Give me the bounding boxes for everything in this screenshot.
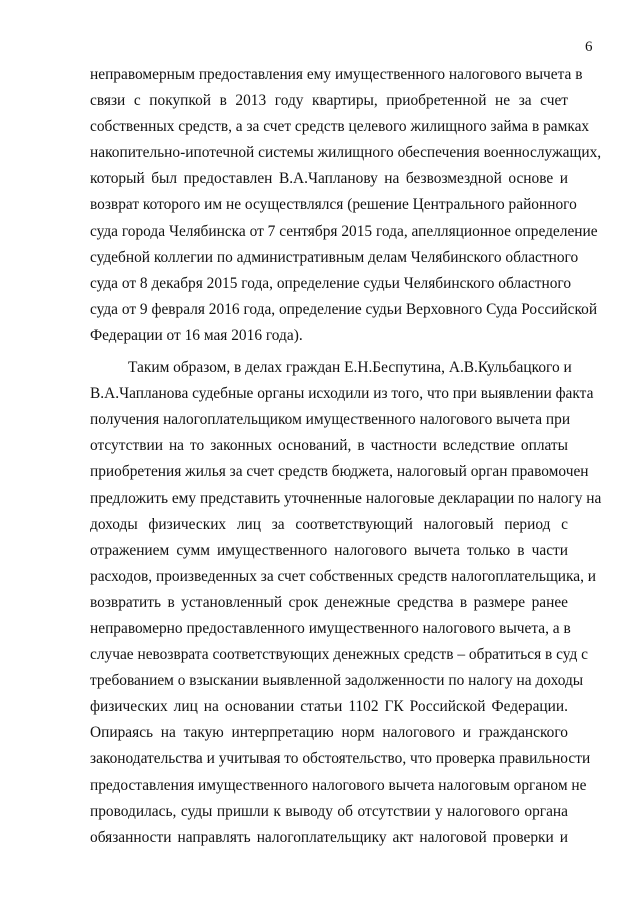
text-line: доходы физических лиц за соответствующий налоговый период с: [90, 515, 568, 533]
text-line: физических лиц на основании статьи 1102 ГК Российской Федерации.: [90, 698, 568, 716]
text-line: расходов, произведенных за счет собственных средств налогоплательщика, и: [90, 567, 597, 585]
text-line: предложить ему представить уточненные налоговые декларации по налогу на: [90, 489, 602, 507]
text-line: суда от 8 декабря 2015 года, определение судьи Челябинского областного: [90, 274, 572, 292]
text-line: накопительно-ипотечной системы жилищного обеспечения военнослужащих,: [90, 144, 602, 162]
document-body: [90, 62, 602, 851]
text-line: отражением сумм имущественного налогового вычета только в части: [90, 541, 568, 559]
text-line: случае невозврата соответствующих денежных средств – обратиться в суд с: [90, 646, 589, 664]
text-line: В.А.Чапланова судебные органы исходили из того, что при выявлении факта: [90, 385, 594, 403]
text-line: требованием о взыскании выявленной задолженности по налогу на доходы: [90, 672, 584, 690]
text-line: который был предоставлен В.А.Чапланову на безвозмездной основе и: [90, 170, 568, 188]
text-line: возврат которого им не осуществлялся (решение Центрального районного: [90, 196, 577, 214]
text-line: обязанности направлять налогоплательщику акт налоговой проверки и: [90, 828, 568, 846]
text-line: приобретения жилья за счет средств бюджета, налоговый орган правомочен: [90, 463, 589, 481]
text-line: возвратить в установленный срок денежные средства в размере ранее: [90, 593, 568, 611]
text-line: Опираясь на такую интерпретацию норм налогового и гражданского: [90, 724, 568, 742]
text-line: связи с покупкой в 2013 году квартиры, приобретенной не за счет: [90, 92, 568, 110]
text-line: предоставления имущественного налогового вычета налоговым органом не: [90, 776, 587, 794]
paragraph: [90, 355, 602, 851]
paragraph: [90, 62, 602, 349]
text-line: Федерации от 16 мая 2016 года).: [90, 326, 303, 344]
text-line: отсутствии на то законных оснований, в частности вследствие оплаты: [90, 437, 568, 455]
page-number: 6: [585, 39, 593, 55]
text-line: неправомерным предоставления ему имущественного налогового вычета в: [90, 66, 583, 83]
text-line: суда города Челябинска от 7 сентября 2015 года, апелляционное определение: [90, 222, 598, 240]
text-line: суда от 9 февраля 2016 года, определение судьи Верховного Суда Российской: [90, 300, 598, 318]
text-line: неправомерно предоставленного имущественного налогового вычета, а в: [90, 619, 571, 637]
text-line: Таким образом, в делах граждан Е.Н.Беспутина, А.В.Кульбацкого и: [128, 359, 572, 377]
text-line: судебной коллегии по административным делам Челябинского областного: [90, 248, 579, 266]
text-line: получения налогоплательщиком имущественного налогового вычета при: [90, 411, 571, 429]
text-line: законодательства и учитывая то обстоятельство, что проверка правильности: [90, 750, 591, 768]
text-line: собственных средств, а за счет средств целевого жилищного займа в рамках: [90, 118, 590, 136]
text-line: проводилась, суды пришли к выводу об отсутствии у налогового органа: [90, 802, 568, 820]
